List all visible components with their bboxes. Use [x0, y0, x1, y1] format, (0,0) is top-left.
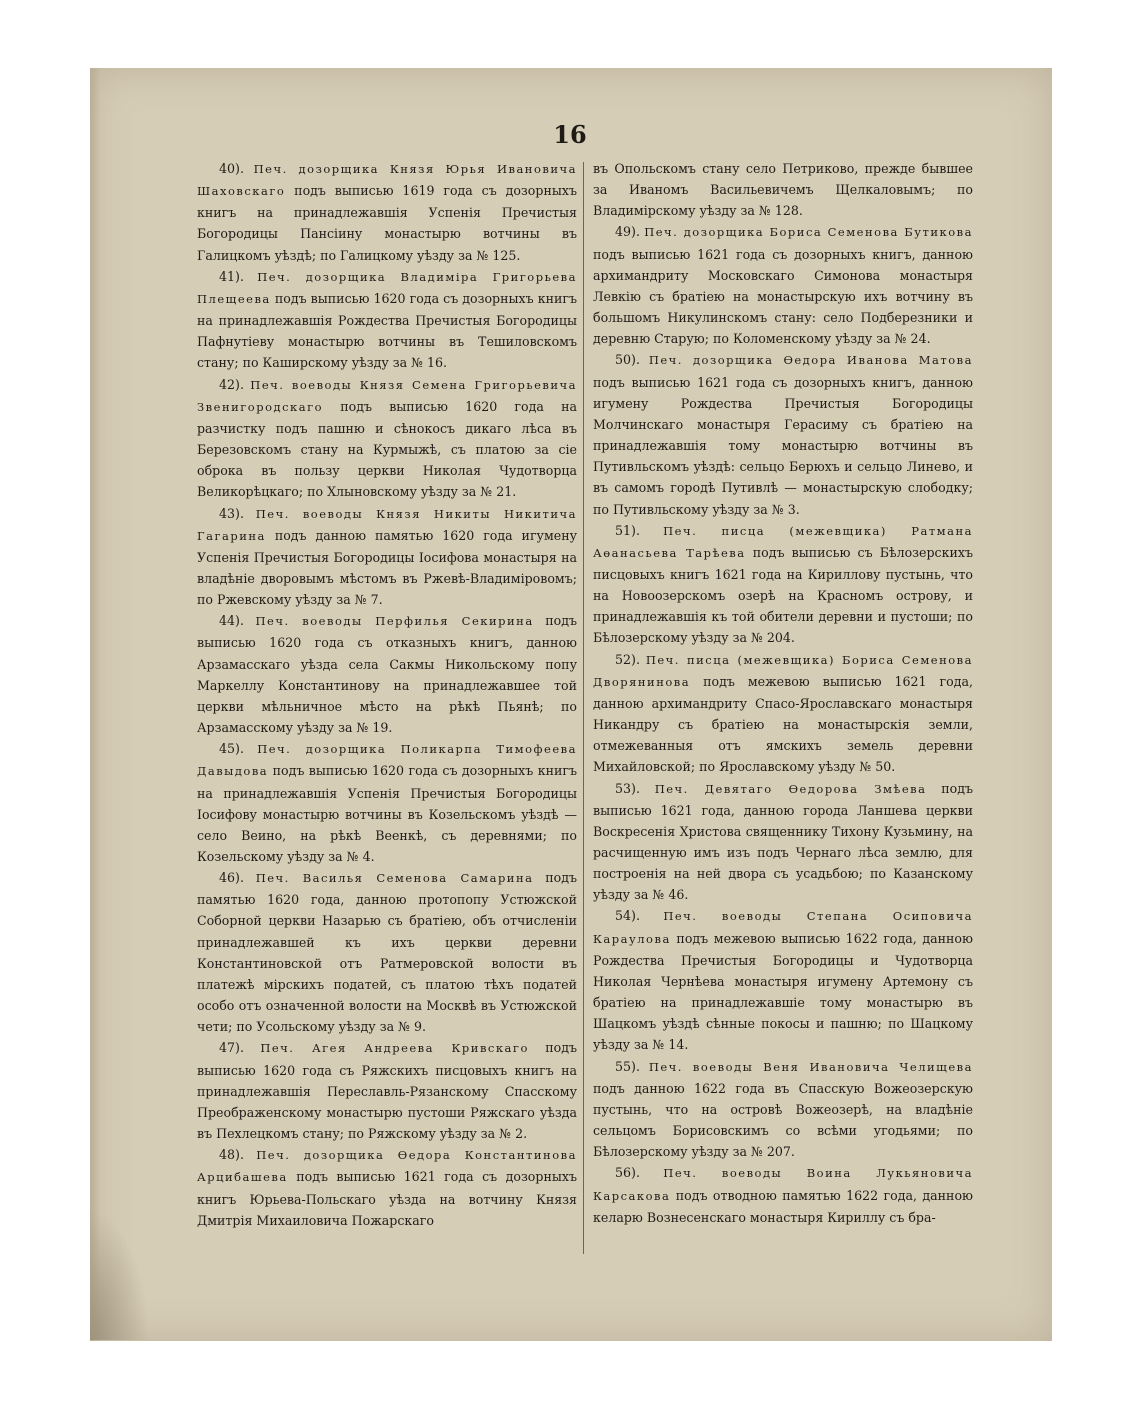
entry-text: подъ выписью 1621 года, данною города Ланшева церкви Воскресенія Христова священнику Тихону Кузьмину, на расчищенную имъ изъ подъ Чернаго лѣса землю, для построенія на ней двора съ усадьбою; по Казанскому уѣзду за № 46. [593, 780, 973, 903]
entry-paragraph [593, 349, 973, 519]
entry-paragraph [593, 520, 973, 649]
entry-heading: Печ. Девятаго Өедорова Змѣева [654, 781, 927, 796]
entry-paragraph [197, 503, 577, 611]
entry-paragraph [197, 158, 577, 266]
entry-number: 47). [219, 1040, 244, 1056]
entry-heading: Печ. воеводы Веня Ивановича Челищева [648, 1059, 973, 1074]
entry-paragraph [593, 905, 973, 1055]
entry-heading: Печ. дозорщика Владиміра Григорьева Плещеева [197, 269, 577, 306]
entry-number: 54). [615, 908, 640, 924]
column-divider [583, 162, 584, 1254]
entry-number: 51). [615, 522, 640, 538]
entry-paragraph [197, 1037, 577, 1144]
entry-paragraph [593, 1162, 973, 1227]
entry-heading: Печ. дозорщика Бориса Семенова Бутикова [644, 225, 973, 240]
entry-paragraph [593, 158, 973, 221]
right-column [593, 158, 973, 1228]
entry-text: подъ данною 1622 года въ Спасскую Вожеозерскую пустынь, что на островѣ Вожеозерѣ, на владѣніе сельцомъ Борисовскимъ со всѣми угодьями; по Бѣлозерскому уѣзду за № 207. [593, 1080, 973, 1160]
entry-heading: Печ. воеводы Перфилья Секирина [255, 614, 534, 629]
entry-paragraph [197, 266, 577, 374]
entry-text: подъ выписью 1620 года съ дозорныхъ книгъ на принадлежавшія Рождества Пречистыя Богородицы Пафнутіеву монастырю вотчины въ Тешиловскомъ стану; по Каширскому уѣзду за № 16. [197, 290, 577, 371]
entry-heading: Печ. Василья Семенова Самарина [255, 871, 534, 886]
entry-heading: Печ. воеводы Князя Никиты Никитича Гагарина [197, 506, 577, 543]
entry-number: 50). [615, 352, 640, 368]
entry-text: подъ отводною памятью 1622 года, данною келарю Вознесенскаго монастыря Кириллу съ бра- [593, 1187, 973, 1225]
entry-text: подъ выписью 1621 года съ дозорныхъ книгъ, данною архимандриту Московскаго Симонова монастыря Левкію съ братіею на монастырскую ихъ вотчину въ большомъ Никулинскомъ стану: село Подберезники и деревню Старую; по Коломенскому уѣзду за № 24. [593, 246, 973, 347]
page-stain [90, 1210, 150, 1340]
entry-number: 52). [615, 651, 640, 667]
entry-text: подъ выписью 1620 года на разчистку подъ пашню и сѣнокосъ дикаго лѣса въ Березовскомъ стану на Курмыжѣ, съ платою за сіе оброка въ пользу церкви Николая Чудотворца Великорѣцкаго; по Хлыновскому уѣзду за № 21. [197, 398, 577, 500]
entry-text: подъ данною памятью 1620 года игумену Успенія Пречистыя Богородицы Іосифова монастыря на владѣніе дворовымъ мѣстомъ въ Ржевѣ-Владиміровомъ; по Ржевскому уѣзду за № 7. [197, 527, 577, 608]
entry-number: 40). [219, 161, 244, 176]
entry-number: 46). [219, 870, 244, 886]
entry-text: подъ выписью 1620 года съ отказныхъ книгъ, данною Арзамасскаго уѣзда села Сакмы Никольскому попу Маркеллу Константинову на принадлежавшее той церкви мѣльничное мѣсто на рѣкѣ Пьянѣ; по Арзамасскому уѣзду за № 19. [197, 613, 577, 736]
left-column [197, 158, 577, 1231]
entry-paragraph [197, 738, 577, 867]
entry-text: подъ выписью 1621 года съ дозорныхъ книгъ Юрьева-Польскаго уѣзда на вотчину Князя Дмитрія Михаиловича Пожарскаго [197, 1169, 577, 1228]
entry-heading: Печ. воеводы Князя Семена Григорьевича Звенигородскаго [197, 377, 577, 414]
entry-heading: Печ. Агея Андреева Кривскаго [260, 1041, 529, 1056]
entry-heading: Печ. дозорщика Өедора Константинова Арцибашева [197, 1148, 577, 1185]
entry-heading: Печ. дозорщика Князя Юрья Ивановича Шаховскаго [197, 162, 577, 199]
entry-text: подъ выписью 1620 года съ Ряжскихъ писцовыхъ книгъ на принадлежавшія Переславль-Рязанскому Спасскому Преображенскому монастырю пустоши Ряжскаго уѣзда въ Пехлецкомъ стану; по Ряжскому уѣзду за № 2. [197, 1040, 577, 1142]
entry-text: подъ выписью 1619 года съ дозорныхъ книгъ на принадлежавшія Успенія Пречистыя Богородицы Пансіину монастырю вотчины въ Галицкомъ уѣздѣ; по Галицкому уѣзду за № 125. [197, 183, 577, 263]
entry-heading: Печ. дозорщика Поликарпа Тимофеева Давыдова [197, 742, 577, 779]
entry-number: 53). [615, 780, 640, 796]
page-number: 16 [553, 120, 587, 149]
entry-paragraph [197, 867, 577, 1037]
entry-heading: Печ. дозорщика Өедора Иванова Матова [648, 353, 973, 368]
entry-text: подъ выписью съ Бѣлозерскихъ писцовыхъ книгъ 1621 года на Кириллову пустынь, что на Новоозерскомъ озерѣ на Красномъ острову, и принадлежавшія къ той обители деревни и пустоши; по Бѣлозерскому уѣзду за № 204. [593, 544, 973, 646]
entry-paragraph [197, 610, 577, 738]
entry-paragraph [593, 778, 973, 906]
entry-number: 49). [615, 224, 640, 240]
entry-text: въ Опольскомъ стану село Петриково, прежде бывшее за Иваномъ Васильевичемъ Щелкаловымъ; по Владимірскому уѣзду за № 128. [593, 161, 973, 219]
entry-paragraph [197, 374, 577, 503]
entry-text: подъ выписью 1621 года съ дозорныхъ книгъ, данною игумену Рождества Пречистыя Богородицы Молчинскаго монастыря Герасиму съ братіею на принадлежавшія тому монастырю вотчины въ Путивльскомъ уѣздѣ: сельцо Берюхъ и сельцо Линево, и въ самомъ городѣ Путивлѣ — монастырскую слободку; по Путивльскому уѣзду за № 3. [593, 374, 973, 517]
entry-paragraph [593, 649, 973, 778]
page-edge-shadow [90, 68, 100, 1341]
entry-heading: Печ. писца (межевщика) Ратмана Аөанасьева Тарѣева [593, 523, 973, 560]
entry-number: 55). [615, 1058, 640, 1074]
entry-number: 43). [219, 505, 244, 521]
entry-number: 44). [219, 613, 244, 629]
entry-number: 48). [219, 1147, 244, 1163]
entry-text: подъ выписью 1620 года съ дозорныхъ книгъ на принадлежавшія Успенія Пречистыя Богородицы Іосифову монастырю вотчины въ Козельскомъ уѣздѣ — село Веино, на рѣкѣ Веенкѣ, съ деревнями; по Козельскому уѣзду за № 4. [197, 763, 577, 864]
entry-heading: Печ. писца (межевщика) Бориса Семенова Дворянинова [593, 652, 973, 689]
entry-number: 45). [219, 741, 244, 757]
entry-number: 42). [219, 376, 244, 392]
entry-text: подъ памятью 1620 года, данною протопопу Устюжской Соборной церкви Назарью съ братіею, объ отчисленіи принадлежавшей къ ихъ церкви деревни Константиновской отъ Ратмеровской волости въ платежѣ мірскихъ податей, съ платою тѣхъ податей особо отъ означенной волости на Москвѣ въ Устюжской чети; по Усольскому уѣзду за № 9. [197, 870, 577, 1035]
entry-paragraph [593, 221, 973, 349]
entry-number: 41). [219, 268, 244, 284]
entry-number: 56). [615, 1165, 640, 1181]
entry-text: подъ межевою выписью 1621 года, данною архимандриту Спасо-Ярославскаго монастыря Никандру съ братіею на монастырскія земли, отмежеванныя отъ ямскихъ земель деревни Михайловской; по Ярославскому уѣзду № 50. [593, 673, 973, 775]
entry-text: подъ межевою выписью 1622 года, данною Рождества Пречистыя Богородицы и Чудотворца Николая Чернѣева монастыря игумену Артемону съ братіею на принадлежавшіе тому монастырю въ Шацкомъ уѣздѣ сѣнные покосы и пашню; по Шацкому уѣзду за № 14. [593, 930, 973, 1053]
entry-heading: Печ. воеводы Степана Осиповича Караулова [593, 909, 973, 946]
entry-paragraph [593, 1056, 973, 1163]
entry-paragraph [197, 1144, 577, 1231]
entry-heading: Печ. воеводы Воина Лукьяновича Карсакова [593, 1166, 973, 1203]
